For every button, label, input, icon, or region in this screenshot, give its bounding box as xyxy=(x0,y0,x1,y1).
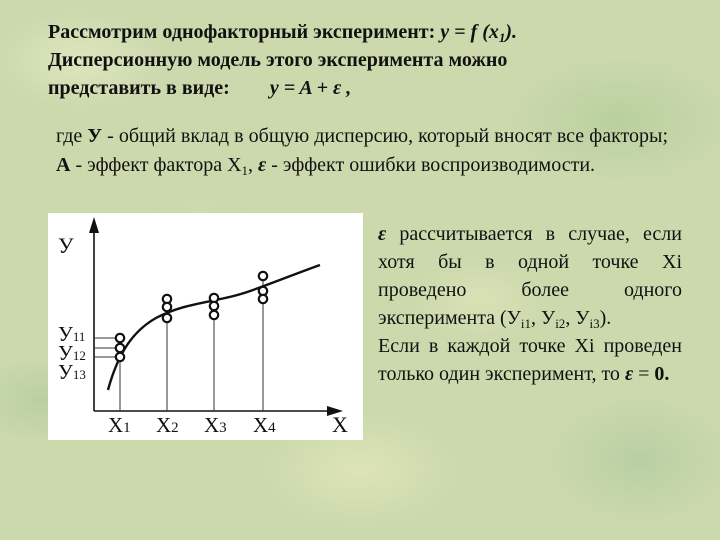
expl-text-1: рассчитывается в случае, если хотя бы в одной точке Xi проведено более одного эксперимента (У xyxy=(378,223,682,329)
observation-point xyxy=(210,311,218,319)
heading-formula-2: y = A + ε , xyxy=(269,77,352,99)
x-tick-x1: X1 xyxy=(108,413,131,437)
def-symbol-a: А xyxy=(56,154,71,176)
heading-formula-1-sub: 1 xyxy=(498,30,506,45)
expl-comma-2: , У xyxy=(565,307,590,329)
x-tick-x3: X3 xyxy=(204,413,227,437)
expl-symbol-eps: ε xyxy=(378,223,387,245)
expl-equals: = xyxy=(633,363,655,385)
def-sub-1: 1 xyxy=(241,163,249,178)
def-text-1: где xyxy=(56,125,88,147)
expl-symbol-eps-2: ε xyxy=(624,363,634,385)
heading-formula-1 xyxy=(440,21,517,43)
def-symbol-eps: ε xyxy=(258,154,267,176)
def-text-4: , xyxy=(248,154,259,176)
expl-end-1: ). xyxy=(599,307,612,329)
observation-point xyxy=(259,295,267,303)
expl-sub-3: i3 xyxy=(589,316,600,331)
y-tick-y13: У13 xyxy=(58,360,86,384)
def-text-5: - эффект ошибки воспроизводимости. xyxy=(266,154,596,176)
expl-sub-2: i2 xyxy=(555,316,566,331)
definition-paragraph xyxy=(56,122,668,180)
y-tick-y11: У11 xyxy=(58,322,86,346)
y-axis-label: У xyxy=(58,233,74,258)
x-tick-x2: X2 xyxy=(156,413,179,437)
observation-point xyxy=(116,344,124,352)
y-tick-y12: У12 xyxy=(58,341,86,365)
expl-text-2: Если в каждой точке Xi проведен только один эксперимент, то xyxy=(378,335,682,385)
explanation-paragraph-1 xyxy=(378,220,682,332)
y-axis-arrow xyxy=(89,217,99,233)
heading xyxy=(48,18,688,102)
heading-line-1 xyxy=(48,18,688,46)
observation-point xyxy=(116,353,124,361)
observation-point xyxy=(116,334,124,342)
heading-line-2: Дисперсионную модель этого эксперимента можно xyxy=(48,49,508,71)
observations xyxy=(116,272,267,361)
error-explanation xyxy=(378,220,682,388)
x-tick-x4: X4 xyxy=(253,413,276,437)
observation-point xyxy=(163,314,171,322)
observation-point xyxy=(210,302,218,310)
heading-formula-1-end: ). xyxy=(505,21,518,43)
def-text-3: - эффект фактора X xyxy=(70,154,242,176)
heading-line-1-text: Рассмотрим однофакторный эксперимент: xyxy=(48,21,441,43)
x-axis-label: X xyxy=(332,412,348,437)
heading-line-3 xyxy=(48,74,688,102)
experiment-figure xyxy=(48,213,363,440)
experiment-plot xyxy=(48,213,363,440)
def-symbol-y: У xyxy=(87,125,103,147)
expl-comma-1: , У xyxy=(531,307,556,329)
expl-zero: 0. xyxy=(654,363,670,385)
explanation-paragraph-2 xyxy=(378,332,682,388)
heading-line-3-text: представить в виде: xyxy=(48,77,230,99)
expl-sub-1: i1 xyxy=(520,316,532,331)
observation-point xyxy=(259,272,267,280)
def-text-2: - общий вклад в общую дисперсию, который вносят все факторы; xyxy=(102,125,668,147)
observation-point xyxy=(163,303,171,311)
heading-formula-1-main: y = f (x xyxy=(440,21,499,43)
